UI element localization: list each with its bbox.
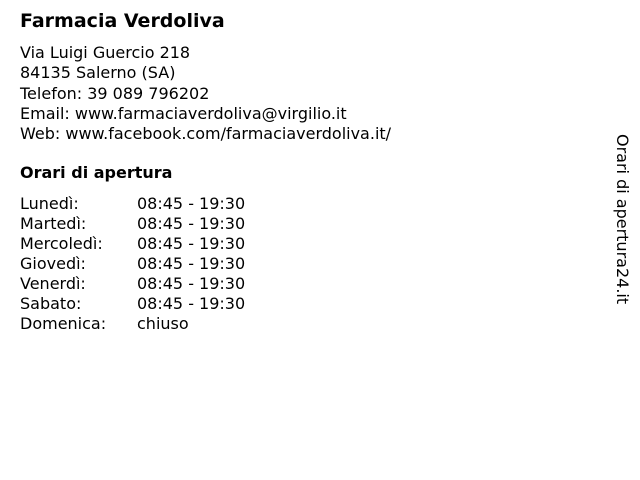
business-name: Farmacia Verdoliva [20,10,225,32]
time-value: 08:45 - 19:30 [137,274,246,293]
day-label: Martedì: [20,214,87,233]
email-address: Email: www.farmaciaverdoliva@virgilio.it [20,103,347,123]
time-value: 08:45 - 19:30 [137,254,246,273]
day-label: Giovedì: [20,254,86,273]
time-value: 08:45 - 19:30 [137,194,246,213]
brand-text: Orari di apertura24.it [613,134,632,305]
business-info [20,43,391,144]
time-value: 08:45 - 19:30 [137,294,246,313]
opening-hours-title: Orari di apertura [20,163,173,182]
day-label: Venerdì: [20,274,86,293]
day-label: Sabato: [20,294,82,313]
time-value: 08:45 - 19:30 [137,214,246,233]
time-value: chiuso [137,314,189,333]
day-label: Mercoledì: [20,234,103,253]
phone-number: Telefon: 39 089 796202 [20,83,210,103]
day-label: Lunedì: [20,194,79,213]
address-street: Via Luigi Guercio 218 [20,43,191,62]
brand-watermark [612,134,634,314]
website-address: Web: www.facebook.com/farmaciaverdoliva.it/ [20,124,392,144]
day-label: Domenica: [20,314,107,333]
address-city: 84135 Salerno (SA) [20,63,176,83]
time-value: 08:45 - 19:30 [137,234,246,253]
